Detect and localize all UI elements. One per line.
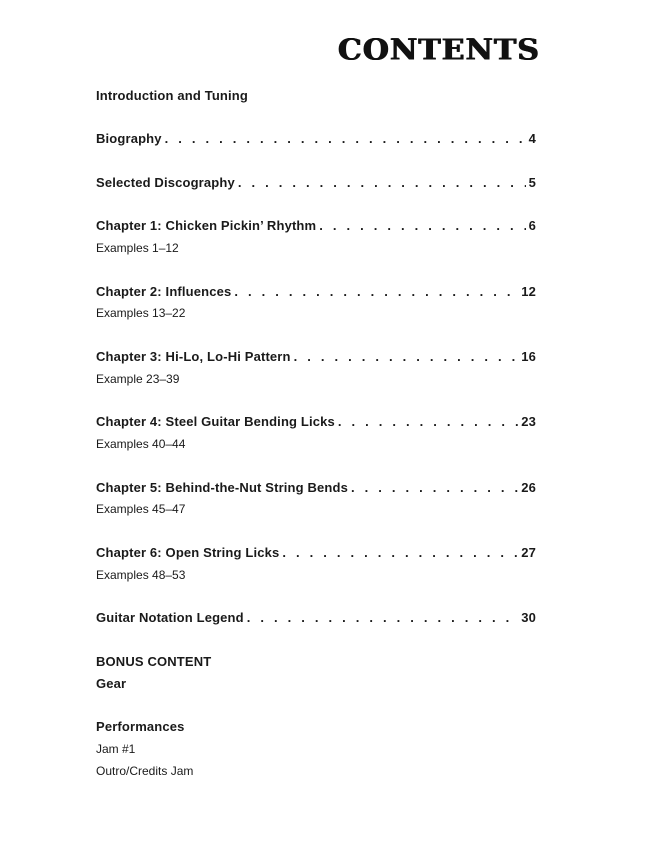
dot-leader: [319, 217, 525, 235]
toc-entry-label: Chapter 3: Hi-Lo, Lo-Hi Pattern: [96, 349, 291, 364]
dot-leader: [234, 283, 518, 301]
toc-entry-label: Chapter 4: Steel Guitar Bending Licks: [96, 414, 335, 429]
performance-item: Outro/Credits Jam: [96, 764, 194, 778]
toc-entry-notation-legend: [96, 609, 536, 627]
toc-page-number: 6: [528, 218, 536, 233]
toc-entry-label: Chapter 5: Behind-the-Nut String Bends: [96, 480, 348, 495]
toc-entry-chapter-4: [96, 413, 536, 431]
toc-entry-label: Biography: [96, 131, 162, 146]
toc-page-number: 27: [521, 545, 536, 560]
toc-entry-label: Selected Discography: [96, 175, 235, 190]
toc-entry-label: Chapter 6: Open String Licks: [96, 545, 280, 560]
performance-item: Jam #1: [96, 742, 136, 756]
dot-leader: [238, 174, 526, 192]
toc-entry-label: Chapter 1: Chicken Pickin’ Rhythm: [96, 218, 317, 233]
toc-entry-chapter-5: [96, 479, 536, 497]
bonus-gear: Gear: [96, 676, 127, 691]
toc-entry-examples: Examples 48–53: [96, 568, 186, 582]
toc-entry-introduction: [96, 87, 536, 105]
toc-entry-examples: Example 23–39: [96, 372, 180, 386]
toc-entry-examples: Examples 45–47: [96, 502, 186, 516]
toc-entry-chapter-1: [96, 217, 536, 235]
toc-page-number: 26: [521, 480, 536, 495]
toc-entry-chapter-2: [96, 283, 536, 301]
toc-entry-discography: [96, 174, 536, 192]
toc-entry-label: Chapter 2: Influences: [96, 284, 232, 299]
performances-heading: Performances: [96, 719, 185, 734]
toc-entry-chapter-6: [96, 544, 536, 562]
toc-entry-label: Introduction and Tuning: [96, 88, 248, 103]
dot-leader: [351, 479, 518, 497]
dot-leader: [247, 609, 518, 627]
dot-leader: [282, 544, 518, 562]
toc-entry-label: Guitar Notation Legend: [96, 610, 244, 625]
toc-entry-biography: [96, 130, 536, 148]
toc-entry-examples: Examples 40–44: [96, 437, 186, 451]
page-title: CONTENTS: [337, 33, 540, 68]
toc-page-number: 30: [521, 610, 536, 625]
toc-page-number: 12: [521, 284, 536, 299]
dot-leader: [294, 348, 519, 366]
dot-leader: [165, 130, 526, 148]
toc-page-number: 23: [521, 414, 536, 429]
toc-entry-chapter-3: [96, 348, 536, 366]
toc-entry-examples: Examples 1–12: [96, 241, 179, 255]
toc-page-number: 4: [528, 131, 536, 146]
dot-leader: [338, 413, 518, 431]
toc-page-number: 5: [528, 175, 536, 190]
toc-entry-examples: Examples 13–22: [96, 306, 186, 320]
bonus-content-heading: BONUS CONTENT: [96, 654, 212, 669]
toc-page-number: 16: [521, 349, 536, 364]
